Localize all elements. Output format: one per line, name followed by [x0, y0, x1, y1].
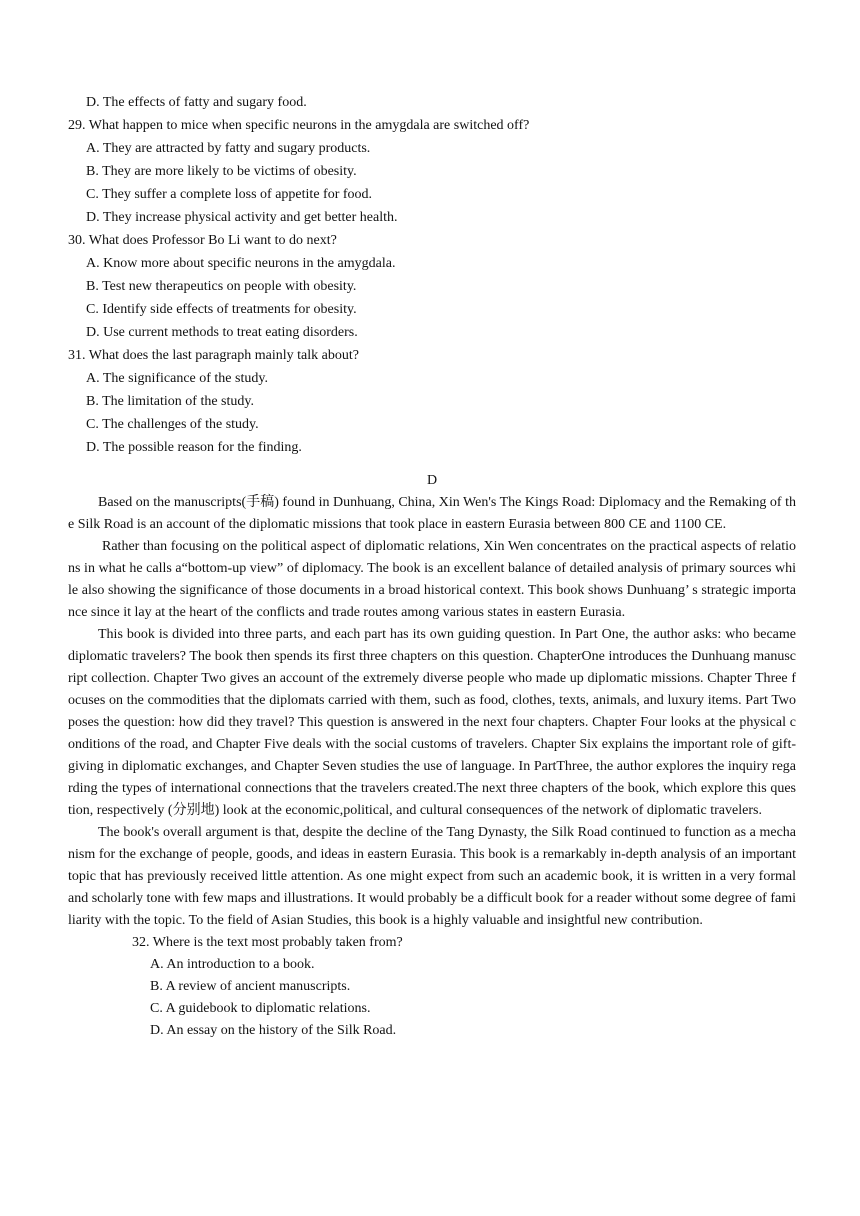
q29-option-d: D. They increase physical activity and get better health.: [86, 210, 398, 225]
q32-option-b: B. A review of ancient manuscripts.: [150, 979, 351, 994]
section-d-title: D: [426, 473, 438, 488]
q29-option-c: C. They suffer a complete loss of appetite for food.: [86, 187, 373, 202]
q29-option-a: A. They are attracted by fatty and sugary products.: [86, 141, 371, 156]
q29-option-b: B. They are more likely to be victims of obesity.: [86, 164, 357, 179]
passage-paragraph-2: Rather than focusing on the political aspect of diplomatic relations, Xin Wen concentrates on the practical aspects of relations in what he calls a“bottom-up view” of diplomacy. The book is an excellent balance of detailed analysis of primary sources while also showing the significance of those documents in a broad historical context. This book shows Dunhuang’ s strategic importance since it lay at the heart of the conflicts and trade routes among various states in eastern Eurasia.: [68, 539, 796, 620]
passage-paragraph-1: Based on the manuscripts(手稿) found in Dunhuang, China, Xin Wen's The Kings Road: Diplomacy and the Remaking of the Silk Road is an account of the diplomatic missions that took place in eastern Eurasia between 800 CE and 1100 CE.: [68, 495, 796, 532]
q31-option-a: A. The significance of the study.: [86, 371, 268, 386]
q30-option-b: B. Test new therapeutics on people with obesity.: [86, 279, 357, 294]
q31-stem: 31. What does the last paragraph mainly talk about?: [68, 348, 359, 363]
q31-option-d: D. The possible reason for the finding.: [86, 440, 302, 455]
q30-option-c: C. Identify side effects of treatments for obesity.: [86, 302, 357, 317]
q29-stem: 29. What happen to mice when specific neurons in the amygdala are switched off?: [68, 118, 530, 133]
q28-option-d: D. The effects of fatty and sugary food.: [86, 95, 307, 110]
q30-stem: 30. What does Professor Bo Li want to do next?: [68, 233, 337, 248]
q31-option-b: B. The limitation of the study.: [86, 394, 254, 409]
q30-option-d: D. Use current methods to treat eating disorders.: [86, 325, 358, 340]
passage-paragraph-4: The book's overall argument is that, despite the decline of the Tang Dynasty, the Silk Road continued to function as a mechanism for the exchange of people, goods, and ideas in eastern Eurasia. This book is a remarkably in-depth analysis of an important topic that has previously received little attention. As one might expect from such an academic book, it is written in a very formal and scholarly tone with few maps and illustrations. It would probably be a difficult book for a reader without some degree of familiarity with the topic. To the field of Asian Studies, this book is a highly valuable and insightful new contribution.: [68, 825, 796, 928]
q32-option-c: C. A guidebook to diplomatic relations.: [150, 1001, 371, 1016]
q32-option-d: D. An essay on the history of the Silk Road.: [150, 1023, 397, 1038]
passage-paragraph-3: This book is divided into three parts, and each part has its own guiding question. In Part One, the author asks: who became diplomatic travelers? The book then spends its first three chapters on this question. ChapterOne introduces the Dunhuang manuscript collection. Chapter Two gives an account of the extremely diverse people who made up diplomatic missions. Chapter Three focuses on the commodities that the diplomats carried with them, such as food, clothes, texts, animals, and luxury items. Part Two poses the question: how did they travel? This question is answered in the next four chapters. Chapter Four looks at the physical conditions of the road, and Chapter Five deals with the social customs of travelers. Chapter Six explains the important role of gift-giving in diplomatic exchanges, and Chapter Seven studies the use of language. In PartThree, the author explores the inquiry regarding the types of international connections that the travelers created.The next three chapters of the book, which explore this question, respectively (分别地) look at the economic,political, and cultural consequences of the network of diplomatic travelers.: [68, 627, 796, 818]
q30-option-a: A. Know more about specific neurons in the amygdala.: [86, 256, 396, 271]
q32-stem: 32. Where is the text most probably taken from?: [132, 935, 403, 950]
q32-option-a: A. An introduction to a book.: [150, 957, 315, 972]
q31-option-c: C. The challenges of the study.: [86, 417, 259, 432]
exam-page: [68, 91, 796, 1042]
